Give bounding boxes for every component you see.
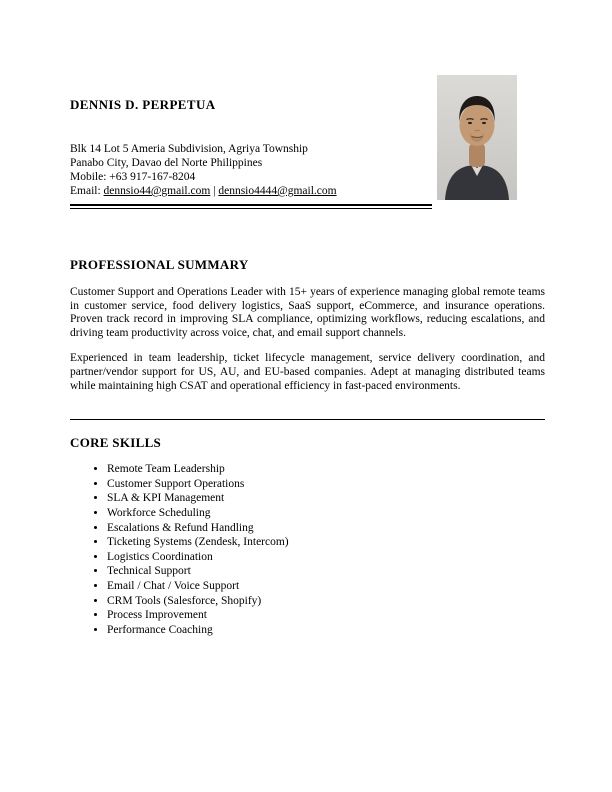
email-link-secondary[interactable]: dennsio4444@gmail.com [218,185,337,197]
candidate-name: DENNIS D. PERPETUA [70,97,216,112]
email-separator: | [210,185,219,197]
skill-item: • Technical Support [107,564,545,579]
address-line-2: Panabo City, Davao del Norte Philippines [70,157,263,169]
summary-paragraph-1: Customer Support and Operations Leader with 15+ years of experience managing global remote teams in customer service, food delivery logistics, SaaS support, eCommerce, and insurance operations. Proven track record in improving SLA compliance, optimizing workflows, reducing escalations, and driving team productivity across voice, chat, and email support channels. [70,286,545,339]
mobile-number: Mobile: +63 917-167-8204 [70,171,196,183]
email-link-primary[interactable]: dennsio44@gmail.com [103,185,211,197]
skill-item: • Email / Chat / Voice Support [107,579,545,594]
skill-item: • Process Improvement [107,608,545,623]
skill-item: • Remote Team Leadership [107,462,545,477]
summary-paragraph-2: Experienced in team leadership, ticket lifecycle management, service delivery coordination, and partner/vendor support for US, AU, and EU-based companies. Adept at managing distributed teams while maintaining high CSAT and operational efficiency in fast-paced environments. [70,352,545,392]
professional-summary-heading: PROFESSIONAL SUMMARY [70,257,249,272]
header-double-rule [70,204,432,209]
skill-item: • Customer Support Operations [107,477,545,492]
core-skills-list [70,462,545,637]
core-skills-heading: CORE SKILLS [70,435,162,451]
skill-item: • Ticketing Systems (Zendesk, Intercom) [107,535,545,550]
email-label: Email: [70,185,104,197]
skill-item: • Workforce Scheduling [107,506,545,521]
skill-item: • SLA & KPI Management [107,491,545,506]
skill-item: • Performance Coaching [107,623,545,638]
skill-item: • CRM Tools (Salesforce, Shopify) [107,594,545,609]
skill-item: • Logistics Coordination [107,550,545,565]
section-divider-rule [70,419,545,420]
profile-photo [437,75,517,200]
address-line-1: Blk 14 Lot 5 Ameria Subdivision, Agriya Township [70,143,308,155]
skill-item: • Escalations & Refund Handling [107,521,545,536]
